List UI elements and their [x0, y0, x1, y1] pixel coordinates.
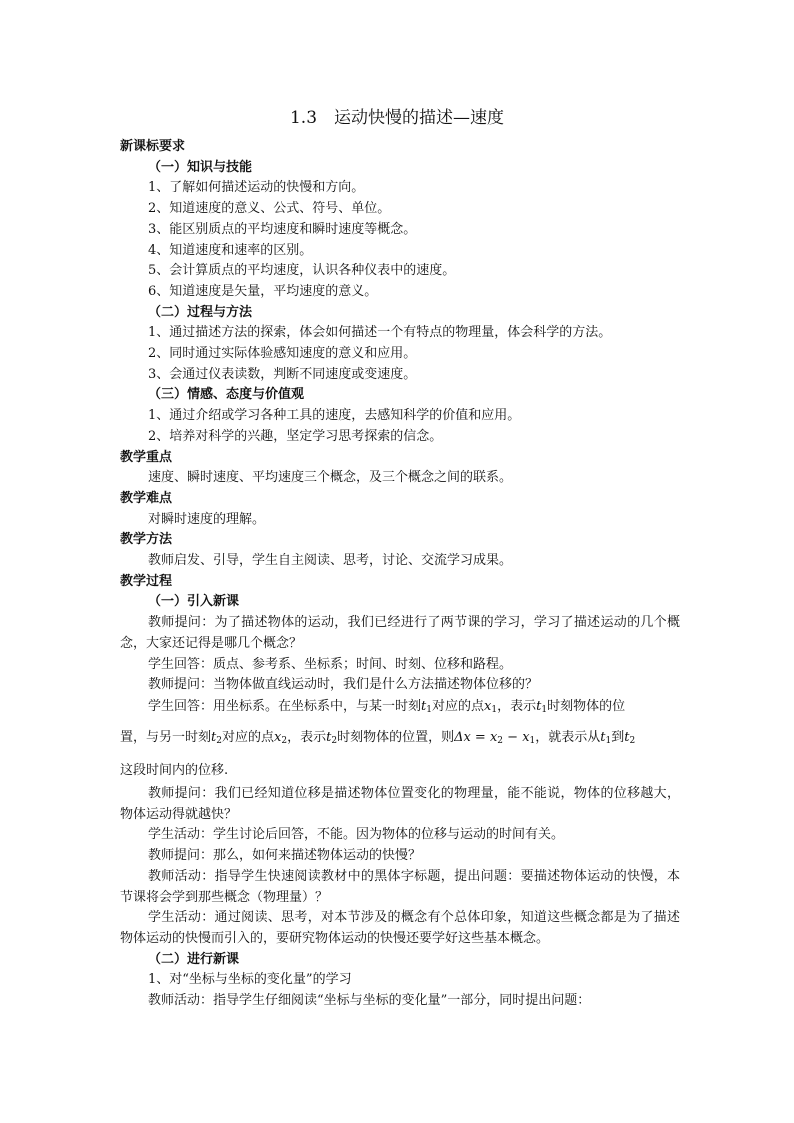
- math-subscript: 2: [216, 735, 222, 746]
- math-subscript: 2: [497, 735, 504, 746]
- math-variable: t: [600, 729, 606, 745]
- math-symbol: [421, 699, 432, 714]
- text-span: 时刻物体的位: [547, 698, 626, 714]
- paragraph-with-math: [120, 696, 680, 718]
- math-subscript: 1: [529, 735, 536, 746]
- document-body: [120, 137, 680, 1012]
- page-title: 1.3 运动快慢的描述—速度: [289, 108, 505, 128]
- math-symbol: [536, 699, 547, 714]
- list-item: 6、知道速度是矢量，平均速度的意义。: [148, 283, 378, 299]
- text-span: 学生回答：用坐标系。在坐标系中，与某一时刻: [148, 698, 422, 714]
- paragraph-continuation: 这段时间内的位移.: [120, 762, 229, 778]
- math-variable: t: [326, 729, 332, 745]
- math-symbol: [600, 730, 611, 745]
- paragraph: 速度、瞬时速度、平均速度三个概念，及三个概念之间的联系。: [148, 470, 513, 486]
- list-item: 3、会通过仪表读数，判断不同速度或变速度。: [148, 366, 417, 382]
- heading-teaching-method: 教学方法: [120, 532, 173, 548]
- heading-process-method: （二）过程与方法: [148, 304, 253, 320]
- text-span: ，表示: [497, 698, 537, 714]
- heading-teaching-process: 教学过程: [120, 573, 173, 589]
- paragraph: 学生活动：学生讨论后回答，不能。因为物体的位移与运动的时间有关。: [148, 827, 565, 843]
- paragraph: 教师活动：指导学生快速阅读教材中的黑体字标题，提出问题：要描述物体运动的快慢，本节课将会学到那些概念（物理量）？: [120, 868, 680, 905]
- math-variable: t: [536, 698, 542, 714]
- list-item: 2、培养对科学的兴趣，坚定学习思考探索的信念。: [148, 428, 443, 444]
- math-subscript: 1: [605, 735, 612, 746]
- math-subscript: 2: [629, 735, 636, 746]
- math-variable: t: [421, 698, 427, 714]
- list-item: 2、知道速度的意义、公式、符号、单位。: [148, 201, 391, 217]
- list-item: 3、能区别质点的平均速度和瞬时速度等概念。: [148, 221, 417, 237]
- paragraph: 教师提问：为了描述物体的运动，我们已经进行了两节课的学习，学习了描述运动的几个概念，大家还记得是哪几个概念？: [120, 615, 680, 651]
- math-symbol: [326, 730, 337, 745]
- paragraph: 学生活动：通过阅读、思考，对本节涉及的概念有个总体印象，知道这些概念都是为了描述物体运动的快慢而引入的，要研究物体运动的快慢还要学好这些基本概念。: [120, 910, 680, 946]
- math-subscript: 1: [426, 704, 432, 715]
- text-span: 置，与另一时刻: [120, 729, 212, 745]
- math-variable: x: [274, 729, 282, 745]
- heading-teaching-focus: 教学重点: [120, 449, 173, 465]
- math-variable: Δx = x: [454, 729, 498, 745]
- math-subscript: 2: [281, 735, 288, 746]
- math-subscript: 1: [491, 704, 498, 715]
- math-symbol: [624, 730, 635, 745]
- heading-introduce-lesson: （一）引入新课: [148, 594, 240, 610]
- math-equation: [454, 730, 535, 745]
- heading-new-lesson: （二）进行新课: [148, 951, 240, 967]
- paragraph: 对瞬时速度的理解。: [148, 511, 266, 527]
- math-line: [120, 718, 680, 758]
- math-subscript: 1: [541, 704, 548, 715]
- list-item: 1、通过描述方法的探索，体会如何描述一个有特点的物理量，体会科学的方法。: [148, 325, 612, 341]
- text-span: 到: [611, 729, 625, 745]
- heading-new-curriculum: 新课标要求: [120, 139, 186, 154]
- list-item: 2、同时通过实际体验感知速度的意义和应用。: [148, 346, 417, 362]
- math-subscript: 2: [331, 735, 338, 746]
- math-variable: t: [624, 729, 630, 745]
- math-symbol: [211, 730, 222, 745]
- paragraph: 学生回答：质点、参考系、坐标系；时间、时刻、位移和路程。: [148, 656, 513, 672]
- paragraph: 教师提问：那么，如何来描述物体运动的快慢？: [148, 848, 422, 864]
- heading-teaching-difficulty: 教学难点: [120, 490, 173, 506]
- list-item: 4、知道速度和速率的区别。: [148, 242, 313, 258]
- paragraph: 教师启发、引导，学生自主阅读、思考，讨论、交流学习成果。: [148, 553, 513, 569]
- heading-emotion-attitude: （三）情感、态度与价值观: [148, 387, 305, 403]
- math-symbol: [484, 699, 497, 714]
- text-span: 对应的点: [221, 729, 274, 745]
- paragraph: 教师提问：我们已经知道位移是描述物体位置变化的物理量，能不能说，物体的位移越大，物体运动得就越快？: [120, 785, 680, 822]
- paragraph: 教师提问：当物体做直线运动时，我们是什么方法描述物体位移的？: [148, 677, 539, 693]
- list-item: 5、会计算质点的平均速度，认识各种仪表中的速度。: [148, 263, 456, 279]
- math-variable: t: [211, 729, 217, 745]
- list-item: 1、了解如何描述运动的快慢和方向。: [148, 180, 365, 196]
- text-span: ，表示: [287, 729, 327, 745]
- math-variable: x: [484, 698, 492, 714]
- paragraph: 1、对“坐标与坐标的变化量”的学习: [148, 972, 352, 988]
- text-span: 时刻物体的位置，则: [337, 729, 455, 745]
- paragraph: 教师活动：指导学生仔细阅读“坐标与坐标的变化量”一部分，同时提出问题：: [148, 993, 591, 1009]
- text-span: ，就表示从: [535, 729, 601, 745]
- math-symbol: [274, 730, 287, 745]
- text-span: 对应的点: [431, 698, 484, 714]
- heading-knowledge-skills: （一）知识与技能: [148, 159, 253, 175]
- list-item: 1、通过介绍或学习各种工具的速度，去感知科学的价值和应用。: [148, 408, 521, 424]
- math-variable: − x: [503, 729, 530, 745]
